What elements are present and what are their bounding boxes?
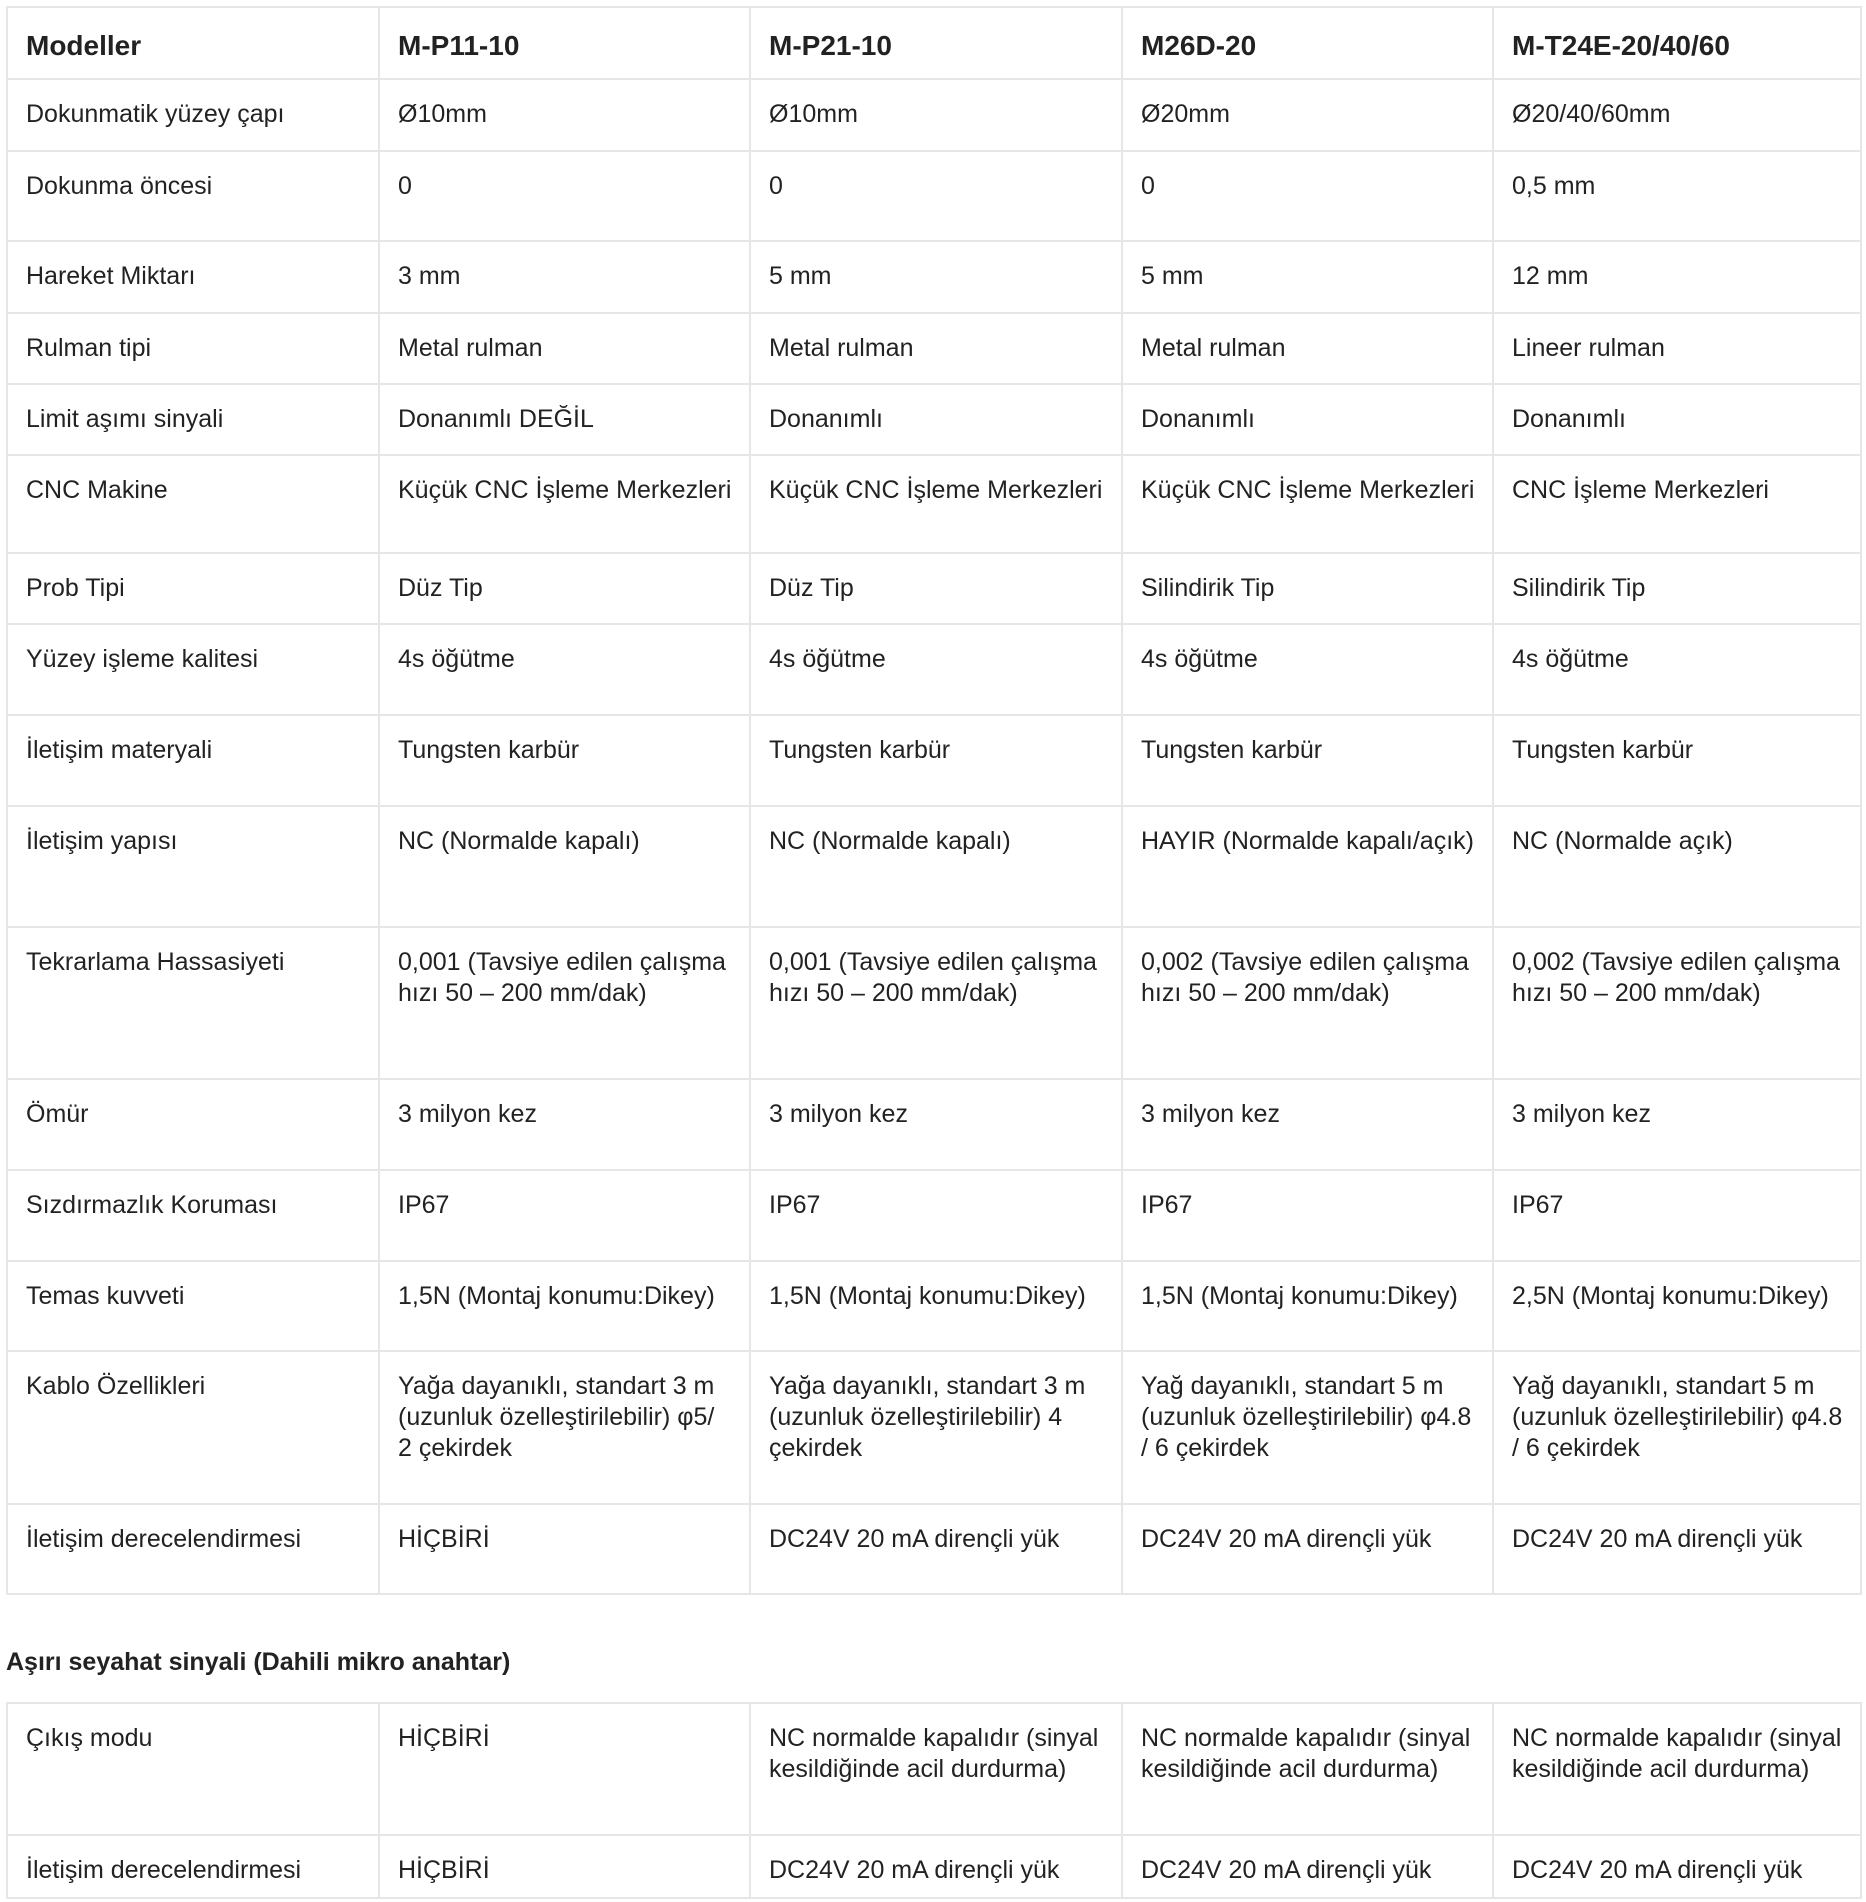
table-row [7, 1079, 1861, 1170]
cell-value: 3 milyon kez [1493, 1079, 1861, 1170]
table-row [7, 553, 1861, 624]
cell-value: Metal rulman [1122, 313, 1493, 384]
cell-value: 0,5 mm [1493, 151, 1861, 241]
table-row [7, 241, 1861, 313]
cell-value: Küçük CNC İşleme Merkezleri [750, 455, 1122, 553]
cell-value: 1,5N (Montaj konumu:Dikey) [1122, 1261, 1493, 1351]
cell-value: DC24V 20 mA dirençli yük [1493, 1504, 1861, 1594]
cell-value: Ø20mm [1122, 79, 1493, 151]
row-label: CNC Makine [7, 455, 379, 553]
table-row [7, 151, 1861, 241]
overtravel-table [6, 1702, 1862, 1899]
cell-value: NC (Normalde kapalı) [379, 806, 750, 927]
cell-value: Donanımlı [1122, 384, 1493, 455]
cell-value: 0,002 (Tavsiye edilen çalışma hızı 50 – 200 mm/dak) [1493, 927, 1861, 1079]
cell-value: Tungsten karbür [379, 715, 750, 806]
cell-value: 4s öğütme [750, 624, 1122, 715]
cell-value: Düz Tip [750, 553, 1122, 624]
cell-value: 0 [379, 151, 750, 241]
cell-value: Tungsten karbür [1493, 715, 1861, 806]
cell-value: 4s öğütme [1493, 624, 1861, 715]
cell-value: 3 milyon kez [1122, 1079, 1493, 1170]
cell-value: 3 milyon kez [750, 1079, 1122, 1170]
cell-value: 0 [1122, 151, 1493, 241]
cell-value: 5 mm [750, 241, 1122, 313]
cell-value: Düz Tip [379, 553, 750, 624]
cell-value: CNC İşleme Merkezleri [1493, 455, 1861, 553]
table-row [7, 313, 1861, 384]
row-label: Dokunmatik yüzey çapı [7, 79, 379, 151]
cell-value: DC24V 20 mA dirençli yük [1122, 1835, 1493, 1898]
cell-value: HİÇBİRİ [379, 1504, 750, 1594]
model-header: M26D-20 [1122, 7, 1493, 79]
cell-value: Lineer rulman [1493, 313, 1861, 384]
table-row [7, 715, 1861, 806]
cell-value: DC24V 20 mA dirençli yük [1493, 1835, 1861, 1898]
cell-value: HAYIR (Normalde kapalı/açık) [1122, 806, 1493, 927]
table-row [7, 455, 1861, 553]
cell-value: 3 mm [379, 241, 750, 313]
table-row [7, 1835, 1861, 1898]
cell-value: Yağa dayanıklı, standart 3 m (uzunluk özelleştirilebilir) 4 çekirdek [750, 1351, 1122, 1504]
table-row [7, 1261, 1861, 1351]
cell-value: NC normalde kapalıdır (sinyal kesildiğinde acil durdurma) [1493, 1703, 1861, 1835]
row-label: İletişim derecelendirmesi [7, 1504, 379, 1594]
cell-value: HİÇBİRİ [379, 1703, 750, 1835]
cell-value: DC24V 20 mA dirençli yük [750, 1504, 1122, 1594]
row-label: Çıkış modu [7, 1703, 379, 1835]
table-row [7, 1351, 1861, 1504]
model-header: M-T24E-20/40/60 [1493, 7, 1861, 79]
cell-value: Yağa dayanıklı, standart 3 m (uzunluk özelleştirilebilir) φ5/ 2 çekirdek [379, 1351, 750, 1504]
cell-value: Ø20/40/60mm [1493, 79, 1861, 151]
header-label: Modeller [7, 7, 379, 79]
table-row [7, 384, 1861, 455]
cell-value: IP67 [1122, 1170, 1493, 1261]
table-row [7, 79, 1861, 151]
table-row [7, 806, 1861, 927]
cell-value: NC (Normalde açık) [1493, 806, 1861, 927]
row-label: Ömür [7, 1079, 379, 1170]
cell-value: Küçük CNC İşleme Merkezleri [379, 455, 750, 553]
cell-value: DC24V 20 mA dirençli yük [1122, 1504, 1493, 1594]
cell-value: Silindirik Tip [1122, 553, 1493, 624]
cell-value: 0 [750, 151, 1122, 241]
cell-value: Tungsten karbür [1122, 715, 1493, 806]
row-label: Rulman tipi [7, 313, 379, 384]
row-label: Sızdırmazlık Koruması [7, 1170, 379, 1261]
row-label: Hareket Miktarı [7, 241, 379, 313]
cell-value: 0,001 (Tavsiye edilen çalışma hızı 50 – 200 mm/dak) [750, 927, 1122, 1079]
cell-value: 5 mm [1122, 241, 1493, 313]
cell-value: Donanımlı DEĞİL [379, 384, 750, 455]
cell-value: Donanımlı [1493, 384, 1861, 455]
cell-value: 0,002 (Tavsiye edilen çalışma hızı 50 – 200 mm/dak) [1122, 927, 1493, 1079]
cell-value: 1,5N (Montaj konumu:Dikey) [379, 1261, 750, 1351]
cell-value: Küçük CNC İşleme Merkezleri [1122, 455, 1493, 553]
row-label: İletişim derecelendirmesi [7, 1835, 379, 1898]
row-label: Prob Tipi [7, 553, 379, 624]
row-label: Kablo Özellikleri [7, 1351, 379, 1504]
model-header: M-P21-10 [750, 7, 1122, 79]
cell-value: IP67 [379, 1170, 750, 1261]
cell-value: IP67 [750, 1170, 1122, 1261]
table-row [7, 624, 1861, 715]
cell-value: 12 mm [1493, 241, 1861, 313]
table-row [7, 1170, 1861, 1261]
cell-value: HİÇBİRİ [379, 1835, 750, 1898]
table-row [7, 927, 1861, 1079]
cell-value: 0,001 (Tavsiye edilen çalışma hızı 50 – 200 mm/dak) [379, 927, 750, 1079]
cell-value: NC (Normalde kapalı) [750, 806, 1122, 927]
cell-value: Donanımlı [750, 384, 1122, 455]
row-label: Limit aşımı sinyali [7, 384, 379, 455]
table-row [7, 1504, 1861, 1594]
cell-value: 4s öğütme [1122, 624, 1493, 715]
row-label: Temas kuvveti [7, 1261, 379, 1351]
cell-value: Tungsten karbür [750, 715, 1122, 806]
cell-value: Metal rulman [379, 313, 750, 384]
cell-value: Yağ dayanıklı, standart 5 m (uzunluk özelleştirilebilir) φ4.8 / 6 çekirdek [1493, 1351, 1861, 1504]
cell-value: 2,5N (Montaj konumu:Dikey) [1493, 1261, 1861, 1351]
row-label: İletişim materyali [7, 715, 379, 806]
spec-table [6, 6, 1862, 1595]
row-label: Dokunma öncesi [7, 151, 379, 241]
row-label: Yüzey işleme kalitesi [7, 624, 379, 715]
cell-value: NC normalde kapalıdır (sinyal kesildiğinde acil durdurma) [750, 1703, 1122, 1835]
cell-value: Ø10mm [750, 79, 1122, 151]
table-header-row [7, 7, 1861, 79]
cell-value: 3 milyon kez [379, 1079, 750, 1170]
cell-value: 1,5N (Montaj konumu:Dikey) [750, 1261, 1122, 1351]
cell-value: Silindirik Tip [1493, 553, 1861, 624]
cell-value: Metal rulman [750, 313, 1122, 384]
cell-value: NC normalde kapalıdır (sinyal kesildiğinde acil durdurma) [1122, 1703, 1493, 1835]
cell-value: Yağ dayanıklı, standart 5 m (uzunluk özelleştirilebilir) φ4.8 / 6 çekirdek [1122, 1351, 1493, 1504]
cell-value: IP67 [1493, 1170, 1861, 1261]
model-header: M-P11-10 [379, 7, 750, 79]
row-label: Tekrarlama Hassasiyeti [7, 927, 379, 1079]
cell-value: Ø10mm [379, 79, 750, 151]
section-title: Aşırı seyahat sinyali (Dahili mikro anahtar) [6, 1648, 511, 1676]
cell-value: DC24V 20 mA dirençli yük [750, 1835, 1122, 1898]
row-label: İletişim yapısı [7, 806, 379, 927]
table-row [7, 1703, 1861, 1835]
cell-value: 4s öğütme [379, 624, 750, 715]
